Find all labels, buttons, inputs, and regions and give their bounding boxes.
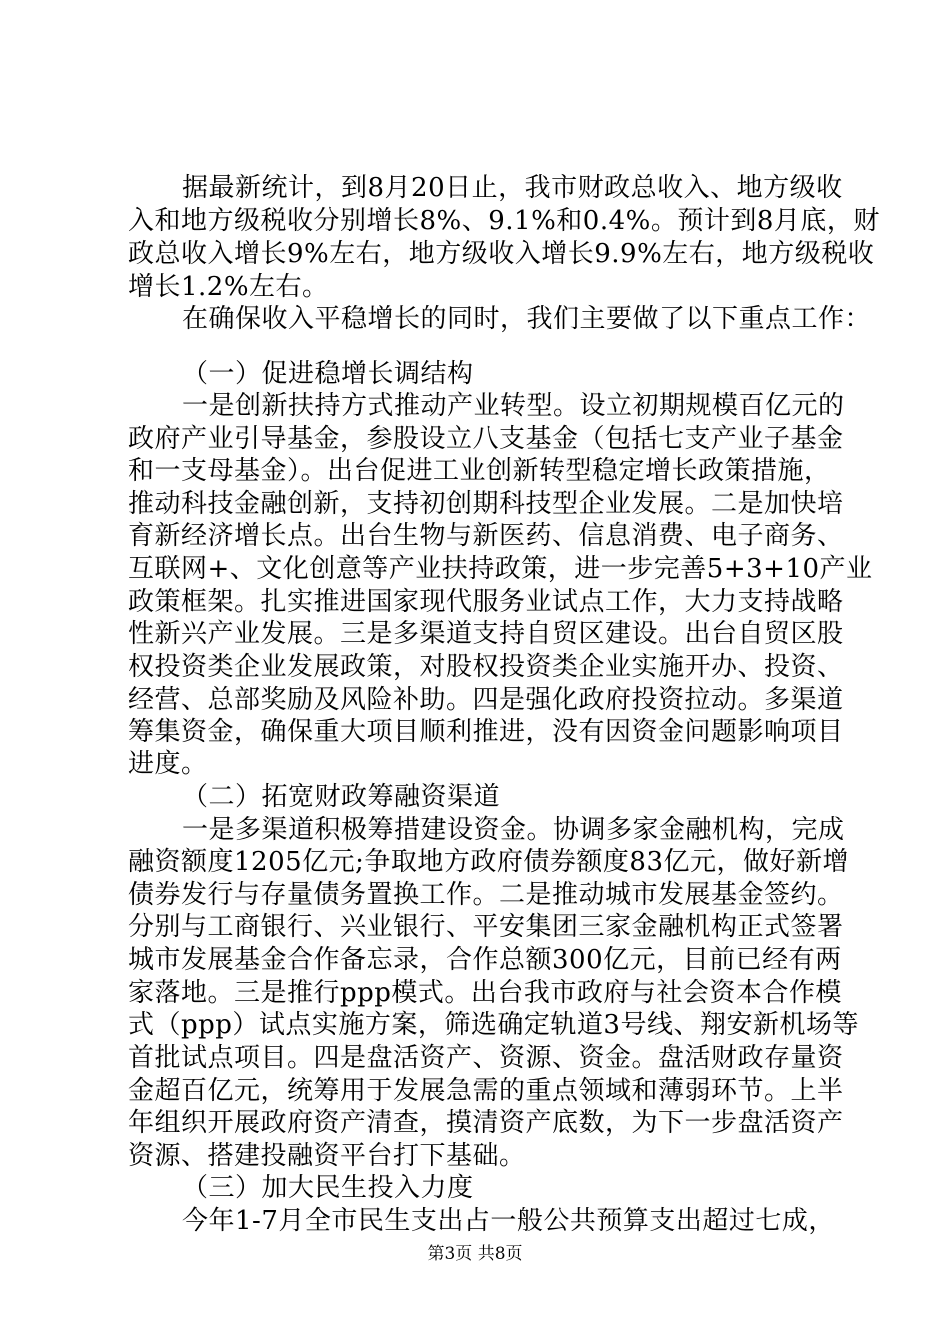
paragraph-line: 年组织开展政府资产清查，摸清资产底数，为下一步盘活资产	[128, 1108, 844, 1138]
paragraph-line: 据最新统计，到8月20日止，我市财政总收入、地方级收	[182, 173, 843, 203]
heading-line: （二）拓宽财政筹融资渠道	[182, 782, 501, 812]
paragraph-line: 互联网+、文化创意等产业扶持政策，进一步完善5+3+10产业	[128, 554, 873, 584]
paragraph-line: 入和地方级税收分别增长8%、9.1%和0.4%。预计到8月底，财	[128, 206, 880, 236]
paragraph-line: 育新经济增长点。出台生物与新医药、信息消费、电子商务、	[128, 521, 844, 551]
paragraph-line: 债券发行与存量债务置换工作。二是推动城市发展基金签约。	[128, 880, 844, 910]
paragraph-line: 城市发展基金合作备忘录，合作总额300亿元，目前已经有两	[128, 945, 842, 975]
paragraph-line: 资源、搭建投融资平台打下基础。	[128, 1141, 526, 1171]
paragraph-line: 政策框架。扎实推进国家现代服务业试点工作，大力支持战略	[128, 587, 844, 617]
paragraph-line: 政总收入增长9%左右，地方级收入增长9.9%左右，地方级税收	[128, 239, 875, 269]
paragraph-line: 推动科技金融创新，支持初创期科技型企业发展。二是加快培	[128, 489, 844, 519]
paragraph-line: 家落地。三是推行ppp模式。出台我市政府与社会资本合作模	[128, 978, 842, 1008]
paragraph-line: 式（ppp）试点实施方案，筛选确定轨道3号线、翔安新机场等	[128, 1010, 859, 1040]
paragraph-line: 金超百亿元，统筹用于发展急需的重点领域和薄弱环节。上半	[128, 1076, 844, 1106]
paragraph-line: 增长1.2%左右。	[128, 272, 329, 302]
paragraph-line: 政府产业引导基金，参股设立八支基金（包括七支产业子基金	[128, 424, 844, 454]
paragraph-line: 和一支母基金）。出台促进工业创新转型稳定增长政策措施，	[128, 456, 831, 486]
paragraph-line: 今年1-7月全市民生支出占一般公共预算支出超过七成，	[182, 1206, 835, 1236]
paragraph-line: 经营、总部奖励及风险补助。四是强化政府投资拉动。多渠道	[128, 685, 844, 715]
paragraph-line: 分别与工商银行、兴业银行、平安集团三家金融机构正式签署	[128, 912, 844, 942]
page-footer: 第3页 共8页	[427, 1244, 523, 1264]
paragraph-line: 首批试点项目。四是盘活资产、资源、资金。盘活财政存量资	[128, 1043, 844, 1073]
paragraph-line: 筹集资金，确保重大项目顺利推进，没有因资金问题影响项目	[128, 717, 844, 747]
paragraph-line: 融资额度1205亿元;争取地方政府债券额度83亿元，做好新增	[128, 847, 850, 877]
paragraph-line: 一是多渠道积极筹措建设资金。协调多家金融机构，完成	[182, 815, 845, 845]
paragraph-line: 权投资类企业发展政策，对股权投资类企业实施开办、投资、	[128, 652, 844, 682]
paragraph-line: 性新兴产业发展。三是多渠道支持自贸区建设。出台自贸区股	[128, 619, 844, 649]
heading-line: （一）促进稳增长调结构	[182, 359, 474, 389]
paragraph-line: 进度。	[128, 749, 208, 779]
paragraph-line: 在确保收入平稳增长的同时，我们主要做了以下重点工作：	[182, 304, 872, 334]
heading-line: （三）加大民生投入力度	[182, 1173, 474, 1203]
paragraph-line: 一是创新扶持方式推动产业转型。设立初期规模百亿元的	[182, 391, 845, 421]
